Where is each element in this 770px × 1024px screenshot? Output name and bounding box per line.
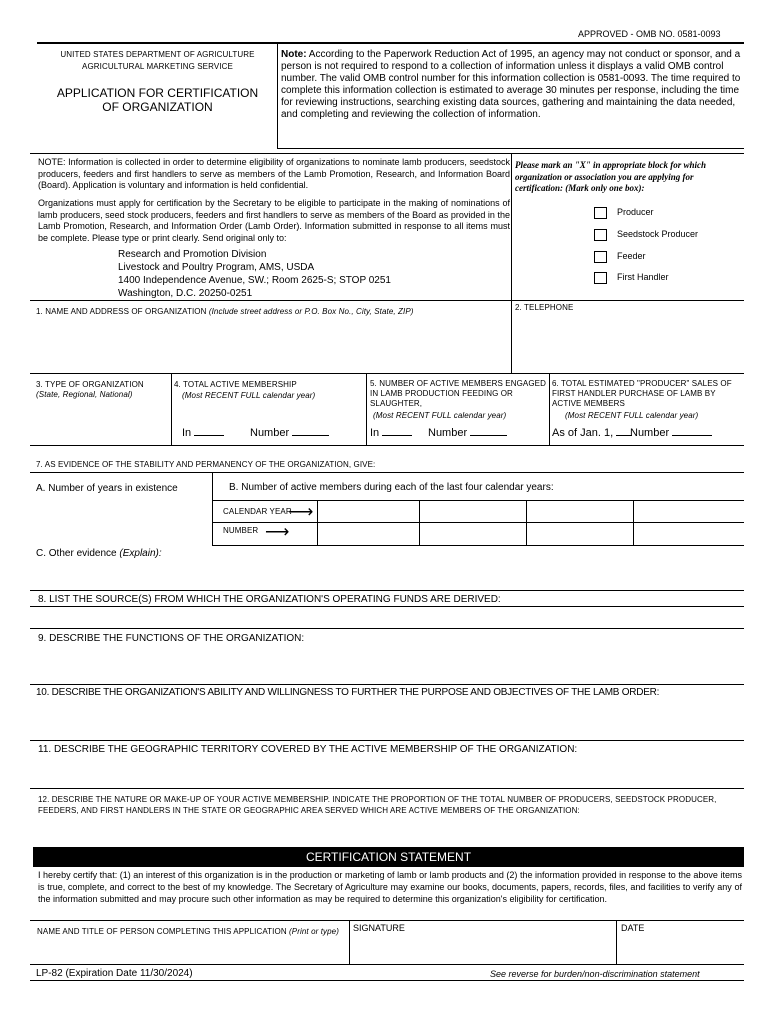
number-label: NUMBER (223, 526, 259, 535)
first-handler-checkbox[interactable] (594, 272, 607, 284)
signature-date-divider (616, 920, 617, 964)
name-signature-divider (349, 920, 350, 964)
feeder-label: Feeder (617, 251, 646, 261)
intro-note-1: NOTE: Information is collected in order to determine eligibility of organizations to nominate lamb producers, seedstock producers, feeders and first handlers to serve as members of the Lamb Promotion, Research, and Information Board (Board). Application is voluntary and information is held confidential. (38, 157, 510, 190)
field11-top-rule (30, 740, 744, 741)
field-5-label: 5. NUMBER OF ACTIVE MEMBERS ENGAGED IN LAMB PRODUCTION FEEDING OR SLAUGHTER, (370, 379, 546, 408)
field-1-label: 1. NAME AND ADDRESS OF ORGANIZATION (Include street address or P.O. Box No., City, State, ZIP) (36, 307, 414, 316)
address-line-4: Washington, D.C. 20250-0251 (118, 288, 253, 299)
sales-number-input[interactable] (672, 426, 712, 436)
date-label: DATE (621, 923, 645, 933)
certification-text: I hereby certify that: (1) an interest of this organization is in the production or marketing of lamb or lamb products and (2) the information provided in response to the above items is true, complete, and correct to the best of my knowledge. The Secretary of Agriculture may examine our books, documents, papers, records, files, and facilities to verify any of the information submitted and may procure such other information as may be required to determine this organization's eligibility for certification. (38, 870, 742, 904)
membership-number-input[interactable] (292, 426, 329, 436)
field-11-label: 11. DESCRIBE THE GEOGRAPHIC TERRITORY COVERED BY THE ACTIVE MEMBERSHIP OF THE ORGANIZATION: (38, 744, 578, 755)
engaged-number-input[interactable] (470, 426, 507, 436)
grid-rule-1 (212, 500, 744, 501)
membership-year-input[interactable] (194, 426, 224, 436)
certification-type-instruction: Please mark an "X" in appropriate block for which organization or association you are applying for certification: (Mark only one box): (515, 160, 707, 194)
grid-col-3 (526, 500, 527, 545)
reverse-note: See reverse for burden/non-discrimination statement (490, 969, 700, 979)
field-5-number: Number (428, 426, 507, 439)
producer-label: Producer (617, 207, 654, 217)
field3-4-divider (171, 373, 172, 445)
field7-top-rule (30, 445, 744, 446)
field4-5-divider (366, 373, 367, 445)
seedstock-producer-checkbox[interactable] (594, 229, 607, 241)
field8-bottom-rule (30, 606, 744, 607)
field1-top-rule (30, 300, 511, 301)
telephone-field[interactable] (515, 314, 740, 370)
signature-field[interactable] (353, 936, 613, 962)
seedstock-producer-label: Seedstock Producer (617, 229, 699, 239)
field-7b-label: B. Number of active members during each of the last four calendar years: (229, 482, 554, 493)
note-text: According to the Paperwork Reduction Act of 1995, an agency may not conduct or sponsor, and a person is not required to respond to a collection of information unless it displays a valid OMB control number. The valid OMB control number for this information collection is 0581-0093. The time required to complete this information collection is estimated to average 30 minutes per response, including the time for reviewing instructions, searching existing data sources, gathering and maintaining the data needed, and completing and reviewing the collection of information. (281, 49, 741, 121)
field-7c-label: C. Other evidence (Explain): (36, 548, 162, 559)
omb-number: APPROVED - OMB NO. 0581-0093 (578, 29, 721, 39)
header-top-rule (37, 42, 744, 44)
footer-rule (30, 980, 744, 981)
checkbox-panel-divider (511, 153, 512, 305)
field-7-label: 7. AS EVIDENCE OF THE STABILITY AND PERMANENCY OF THE ORGANIZATION, GIVE: (36, 460, 376, 469)
field5-6-divider (549, 373, 550, 445)
service-name: AGRICULTURAL MARKETING SERVICE (82, 62, 233, 71)
paperwork-note (281, 49, 743, 122)
grid-col-1 (317, 500, 318, 545)
intro-note-2: Organizations must apply for certification by the Secretary to be eligible to participate in the making of nominations of lamb producers, seed stock producers, feeders and first handlers to serve as members of the Board as provided in the Lamb Promotion, Research, and Information Order (Lamb Order). Information submitted in response to all items must be complete. Please type or print clearly. Send original only to: (38, 198, 510, 243)
field-6-hint: (Most RECENT FULL calendar year) (565, 411, 699, 420)
section-top-rule (30, 153, 744, 154)
form-id: LP-82 (Expiration Date 11/30/2024) (36, 968, 193, 979)
name-title-field[interactable] (36, 938, 346, 962)
header-bottom-rule (277, 148, 744, 149)
field8-top-rule (30, 590, 744, 591)
field-4-hint: (Most RECENT FULL calendar year) (182, 391, 316, 400)
form-title-line1: APPLICATION FOR CERTIFICATION (56, 86, 259, 100)
signature-row-top-rule (30, 920, 744, 921)
field-6-label: 6. TOTAL ESTIMATED "PRODUCER" SALES OF FIRST HANDLER PURCHASE OF LAMB BY ACTIVE MEMBERS (552, 379, 732, 408)
field-3-label: 3. TYPE OF ORGANIZATION (36, 380, 144, 389)
producer-checkbox[interactable] (594, 207, 607, 219)
name-title-label: NAME AND TITLE OF PERSON COMPLETING THIS APPLICATION (Print or type) (37, 927, 339, 936)
field-4-in: In (182, 426, 224, 439)
department-name: UNITED STATES DEPARTMENT OF AGRICULTURE (60, 50, 255, 59)
field10-top-rule (30, 684, 744, 685)
calendar-year-label: CALENDAR YEAR (223, 507, 292, 516)
grid-rule-3 (212, 545, 744, 546)
form-title-line2: OF ORGANIZATION (102, 100, 213, 114)
org-name-address-field[interactable] (36, 318, 506, 370)
address-line-1: Research and Promotion Division (118, 249, 267, 260)
grid-col-4 (633, 500, 634, 545)
first-handler-label: First Handler (617, 272, 669, 282)
field1-2-divider (511, 300, 512, 373)
field9-top-rule (30, 628, 744, 629)
field-3-hint: (State, Regional, National) (36, 390, 133, 399)
field-7a-label: A. Number of years in existence (36, 483, 178, 494)
note-label: Note: (281, 49, 307, 60)
signature-row-bottom-rule (30, 964, 744, 965)
field3-top-rule (30, 373, 744, 374)
signature-label: SIGNATURE (353, 923, 405, 933)
field12-top-rule (30, 788, 744, 789)
field-12-label: 12. DESCRIBE THE NATURE OR MAKE-UP OF YOUR ACTIVE MEMBERSHIP. INDICATE THE PROPORTION OF THE TOTAL NUMBER OF PRODUCERS, SEEDSTOCK PRODUCER, FEEDERS, AND FIRST HANDLERS IN THE STATE OR GEOGRAPHIC AREA SERVED WHICH ARE ACTIVE MEMBERS OF THE ORGANIZATION: (38, 795, 717, 815)
header-divider (277, 42, 278, 149)
field7a-7b-divider (212, 472, 213, 545)
number-arrow-icon: ⟶ (265, 522, 290, 541)
engaged-year-input[interactable] (382, 426, 412, 436)
grid-col-2 (419, 500, 420, 545)
field7-sub-rule (30, 472, 744, 473)
certification-heading: CERTIFICATION STATEMENT (33, 847, 744, 867)
feeder-checkbox[interactable] (594, 251, 607, 263)
field-6-number: Number (630, 426, 712, 439)
field-4-number: Number (250, 426, 329, 439)
field-6-asof: As of Jan. 1, (552, 426, 632, 439)
address-line-3: 1400 Independence Avenue, SW.; Room 2625-S; STOP 0251 (118, 275, 391, 286)
field-8-label: 8. LIST THE SOURCE(S) FROM WHICH THE ORGANIZATION'S OPERATING FUNDS ARE DERIVED: (38, 594, 501, 605)
field2-top-rule (511, 300, 744, 301)
field-5-in: In (370, 426, 412, 439)
field-5-hint: (Most RECENT FULL calendar year) (373, 411, 507, 420)
field-10-label: 10. DESCRIBE THE ORGANIZATION'S ABILITY AND WILLINGNESS TO FURTHER THE PURPOSE AND OBJECTIVES OF THE LAMB ORDER: (36, 687, 660, 698)
field-9-label: 9. DESCRIBE THE FUNCTIONS OF THE ORGANIZATION: (38, 633, 305, 644)
grid-rule-2 (212, 522, 744, 523)
field-4-label: 4. TOTAL ACTIVE MEMBERSHIP (174, 380, 297, 389)
field-2-label: 2. TELEPHONE (515, 303, 574, 312)
calendar-year-arrow-icon: ⟶ (289, 502, 314, 521)
address-line-2: Livestock and Poultry Program, AMS, USDA (118, 262, 315, 273)
date-field[interactable] (621, 936, 741, 962)
